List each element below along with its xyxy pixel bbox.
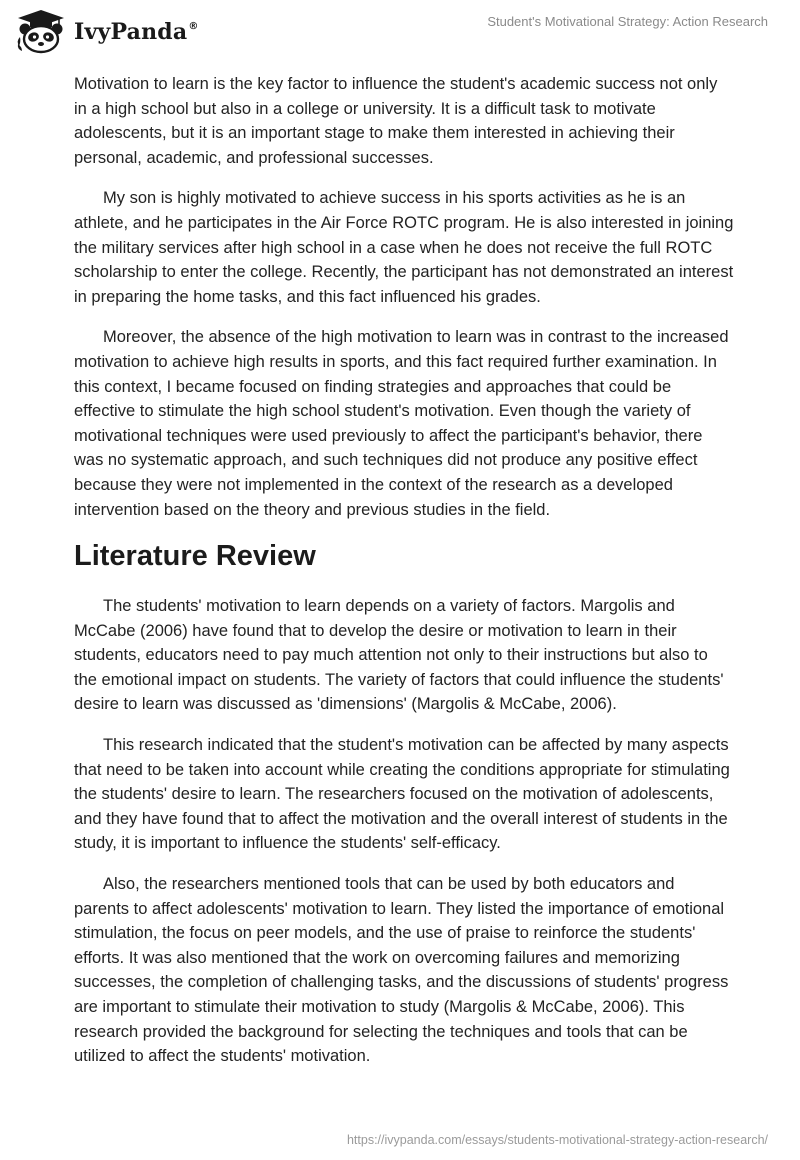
panda-graduation-cap-icon [14, 8, 68, 54]
document-title: Student's Motivational Strategy: Action Research [487, 14, 768, 29]
paragraph: Moreover, the absence of the high motivation to learn was in contrast to the increased motivation to achieve high results in sports, and this fact required further examination. In this context, I became focused on finding strategies and approaches that could be effective to stimulate the high school student's motivation. Even though the variety of motivational techniques were used previously to affect the participant's behavior, there was no systematic approach, and such techniques did not produce any positive effect because they were not implemented in the context of the research as a developed intervention based on the theory and previous studies in the field. [74, 328, 729, 519]
paragraph: This research indicated that the student's motivation can be affected by many aspects that need to be taken into account while creating the conditions appropriate for stimulating the students' desire to learn. The researchers focused on the motivation of adolescents, and they have found that to affect the motivation and the overall interest of students in the study, it is important to influence the students' self-efficacy. [74, 736, 730, 853]
page-header [0, 0, 800, 60]
paragraph: My son is highly motivated to achieve success in his sports activities as he is an athlete, and he participates in the Air Force ROTC program. He is also interested in joining the military services after high school in a case when he does not receive the full ROTC scholarship to enter the college. Recently, the participant has not demonstrated an interest in preparing the home tasks, and this fact influenced his grades. [74, 189, 734, 306]
paragraph: Also, the researchers mentioned tools that can be used by both educators and parents to affect adolescents' motivation to learn. They listed the importance of emotional stimulation, the focus on peer models, and the use of praise to reinforce the students' efforts. It was also mentioned that the work on overcoming failures and memorizing successes, the completion of challenging tasks, and the discussions of students' progress are important to stimulate their motivation to study (Margolis & McCabe, 2006). This research provided the background for selecting the techniques and tools that can be utilized to affect the students' motivation. [74, 875, 729, 1066]
source-url[interactable]: https://ivypanda.com/essays/students-motivational-strategy-action-research/ [346, 1133, 768, 1147]
section-heading: Literature Review [74, 540, 316, 573]
brand-name: IvyPanda® [74, 19, 199, 45]
paragraph: The students' motivation to learn depends on a variety of factors. Margolis and McCabe (2006) have found that to develop the desire or motivation to learn in their students, educators need to pay much attention not only to their instructions but also to the emotional impact on students. The variety of factors that could influence the students' desire to learn was discussed as 'dimensions' (Margolis & McCabe, 2006). [74, 597, 724, 714]
registered-mark: ® [188, 21, 199, 32]
paragraph: Motivation to learn is the key factor to influence the student's academic success not only in a high school but also in a college or university. It is a difficult task to motivate adolescents, but it is an important stage to make them interested in achieving their personal, academic, and professional successes. [74, 75, 718, 167]
essay-content [74, 72, 734, 1085]
ivypanda-logo[interactable] [14, 8, 199, 54]
